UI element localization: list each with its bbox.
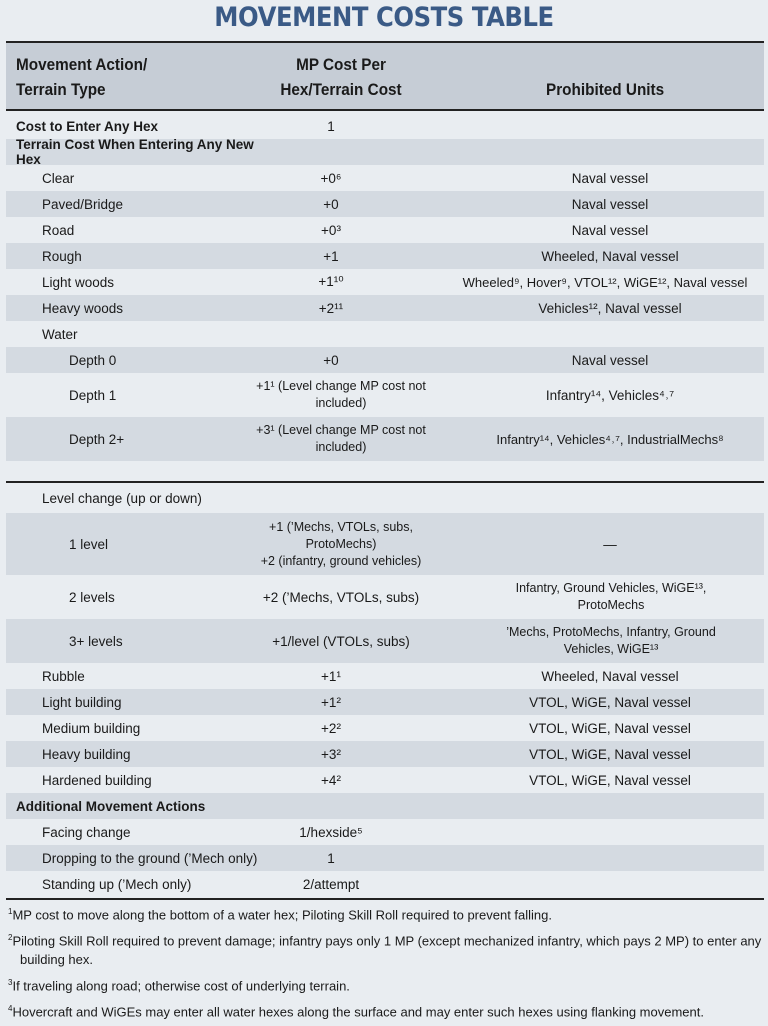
row-prohibited: Naval vessel xyxy=(571,170,649,186)
footnote-number: 2 xyxy=(8,933,13,943)
row-prohibited: Infantry¹⁴, Vehicles⁴˒⁷, IndustrialMechs⁸ xyxy=(496,431,724,447)
row-cost: +1/level (VTOLs, subs) xyxy=(272,633,410,649)
row-cost: +1² xyxy=(321,694,341,710)
row-cost: +2² xyxy=(321,720,341,736)
row-cost: +4² xyxy=(321,772,341,788)
row-cost: +0³ xyxy=(321,222,341,238)
column-header-prohibited: Prohibited Units xyxy=(546,80,665,99)
table-row xyxy=(6,191,764,217)
row-prohibited: Naval vessel xyxy=(571,222,649,238)
row-cost: +0⁶ xyxy=(320,170,342,186)
row-cost: +1¹⁰ xyxy=(318,274,344,289)
row-label xyxy=(6,461,256,481)
row-cost: 1/hexside⁵ xyxy=(299,824,363,840)
table-row xyxy=(6,321,764,347)
row-prohibited xyxy=(456,845,764,871)
row-cost: +2 (’Mechs, VTOLs, subs) xyxy=(262,589,420,605)
row-label: Paved/Bridge xyxy=(42,196,124,212)
row-label: Heavy woods xyxy=(42,300,124,316)
table-row xyxy=(6,845,764,871)
row-label: Heavy building xyxy=(42,746,131,762)
footnote xyxy=(6,929,764,968)
table-row xyxy=(6,461,764,481)
row-prohibited: Wheeled, Naval vessel xyxy=(541,248,679,264)
row-label: Medium building xyxy=(42,720,141,736)
table-row xyxy=(6,113,764,139)
row-cost xyxy=(246,483,416,513)
row-cost: +1 (’Mechs, VTOLs, subs, ProtoMechs) +2 (infantry, ground vehicles) xyxy=(260,519,422,568)
row-cost: +0 xyxy=(323,196,339,212)
footnote xyxy=(6,1000,764,1021)
table-row xyxy=(6,871,764,897)
row-label: Light building xyxy=(42,694,122,710)
row-cost xyxy=(246,321,416,347)
table-row xyxy=(6,741,764,767)
row-label: Clear xyxy=(42,170,75,186)
row-label: Light woods xyxy=(42,274,115,290)
row-prohibited: VTOL, WiGE, Naval vessel xyxy=(529,720,691,736)
table-row xyxy=(6,217,764,243)
row-label: Terrain Cost When Entering Any New Hex xyxy=(16,137,254,167)
row-prohibited xyxy=(456,321,764,347)
row-cost: 1 xyxy=(327,850,335,866)
page-title: MOVEMENT COSTS TABLE xyxy=(214,2,554,33)
row-label: Hardened building xyxy=(42,772,152,788)
table-row xyxy=(6,243,764,269)
table-row xyxy=(6,269,764,295)
row-prohibited: Naval vessel xyxy=(571,352,649,368)
footnote-text: If traveling along road; otherwise cost of underlying terrain. xyxy=(12,977,350,993)
row-cost xyxy=(246,139,416,165)
row-prohibited: Wheeled⁹, Hover⁹, VTOL¹², WiGE¹², Naval vessel xyxy=(462,274,748,290)
table-row xyxy=(6,819,764,845)
table-row xyxy=(6,483,764,513)
footnote xyxy=(6,903,764,924)
row-prohibited xyxy=(456,483,764,513)
row-cost: +1¹ xyxy=(321,668,341,684)
row-prohibited xyxy=(456,819,764,845)
table-row xyxy=(6,295,764,321)
row-prohibited: VTOL, WiGE, Naval vessel xyxy=(529,694,691,710)
row-prohibited xyxy=(456,139,764,165)
row-cost: +3² xyxy=(321,746,341,762)
table-row xyxy=(6,165,764,191)
row-label: Level change (up or down) xyxy=(42,490,202,506)
row-label: Cost to Enter Any Hex xyxy=(16,118,159,134)
footnote-number: 1 xyxy=(8,907,13,916)
table-row xyxy=(6,793,764,819)
row-label: Road xyxy=(42,222,75,238)
table-row xyxy=(6,715,764,741)
row-label: Rough xyxy=(42,248,82,264)
footnote-text: Piloting Skill Roll required to prevent damage; infantry pays only 1 MP (except mechanized infantry, which pays 2 MP) to enter any building hex. xyxy=(12,933,762,967)
row-label: 1 level xyxy=(69,536,109,552)
row-label: Depth 2+ xyxy=(69,431,125,447)
footnote-number: 4 xyxy=(8,1003,13,1013)
row-prohibited xyxy=(456,461,764,481)
row-cost: +2¹¹ xyxy=(318,300,344,316)
row-prohibited: VTOL, WiGE, Naval vessel xyxy=(529,746,691,762)
row-cost: +1¹ (Level change MP cost not included) xyxy=(256,379,426,410)
row-label: Water xyxy=(42,326,78,342)
table-row xyxy=(6,689,764,715)
table-row xyxy=(6,575,764,619)
table-row xyxy=(6,139,764,165)
row-prohibited: ’Mechs, ProtoMechs, Infantry, Ground Vehicles, WiGE¹³ xyxy=(506,625,716,656)
row-prohibited xyxy=(456,113,764,139)
footnotes xyxy=(6,903,764,1026)
row-prohibited xyxy=(456,793,764,819)
divider xyxy=(6,109,764,111)
row-cost: +3¹ (Level change MP cost not included) xyxy=(256,423,426,454)
footnote xyxy=(6,974,764,995)
table-row xyxy=(6,417,764,461)
row-label: Depth 0 xyxy=(69,352,117,368)
row-label: 3+ levels xyxy=(69,633,123,649)
row-prohibited: Vehicles¹², Naval vessel xyxy=(538,300,682,316)
row-cost: 2/attempt xyxy=(302,876,360,892)
row-cost: 1 xyxy=(327,118,335,134)
row-label: 2 levels xyxy=(69,589,115,605)
row-label: Additional Movement Actions xyxy=(16,798,206,814)
row-label: Dropping to the ground (’Mech only) xyxy=(42,850,258,866)
row-prohibited: VTOL, WiGE, Naval vessel xyxy=(529,772,691,788)
row-label: Rubble xyxy=(42,668,85,684)
table-body xyxy=(6,113,764,897)
column-header-cost: MP Cost Per Hex/Terrain Cost xyxy=(280,55,402,99)
divider xyxy=(6,898,764,900)
table-row xyxy=(6,347,764,373)
column-header-action: Movement Action/ Terrain Type xyxy=(16,55,148,99)
row-prohibited: Naval vessel xyxy=(571,196,649,212)
footnote-text: MP cost to move along the bottom of a water hex; Piloting Skill Roll required to prevent falling. xyxy=(12,907,552,923)
row-cost: +0 xyxy=(323,352,339,368)
table-row xyxy=(6,513,764,575)
row-prohibited xyxy=(456,871,764,897)
row-label: Standing up (’Mech only) xyxy=(42,876,192,892)
table-header xyxy=(6,43,764,109)
row-cost: +1 xyxy=(323,248,339,264)
table-row xyxy=(6,767,764,793)
table-row xyxy=(6,619,764,663)
row-prohibited: Infantry¹⁴, Vehicles⁴˒⁷ xyxy=(545,387,675,403)
row-prohibited: Infantry, Ground Vehicles, WiGE¹³, ProtoMechs xyxy=(515,581,707,612)
row-prohibited: Wheeled, Naval vessel xyxy=(541,668,679,684)
table-row xyxy=(6,373,764,417)
table-row xyxy=(6,663,764,689)
footnote-number: 3 xyxy=(8,977,13,987)
row-prohibited: — xyxy=(603,536,617,552)
footnote-text: Hovercraft and WiGEs may enter all water hexes along the surface and may enter such hexes using flanking movement. xyxy=(12,1004,704,1020)
row-cost xyxy=(246,461,416,481)
row-label: Depth 1 xyxy=(69,387,117,403)
row-label: Facing change xyxy=(42,824,131,840)
row-cost xyxy=(246,793,416,819)
